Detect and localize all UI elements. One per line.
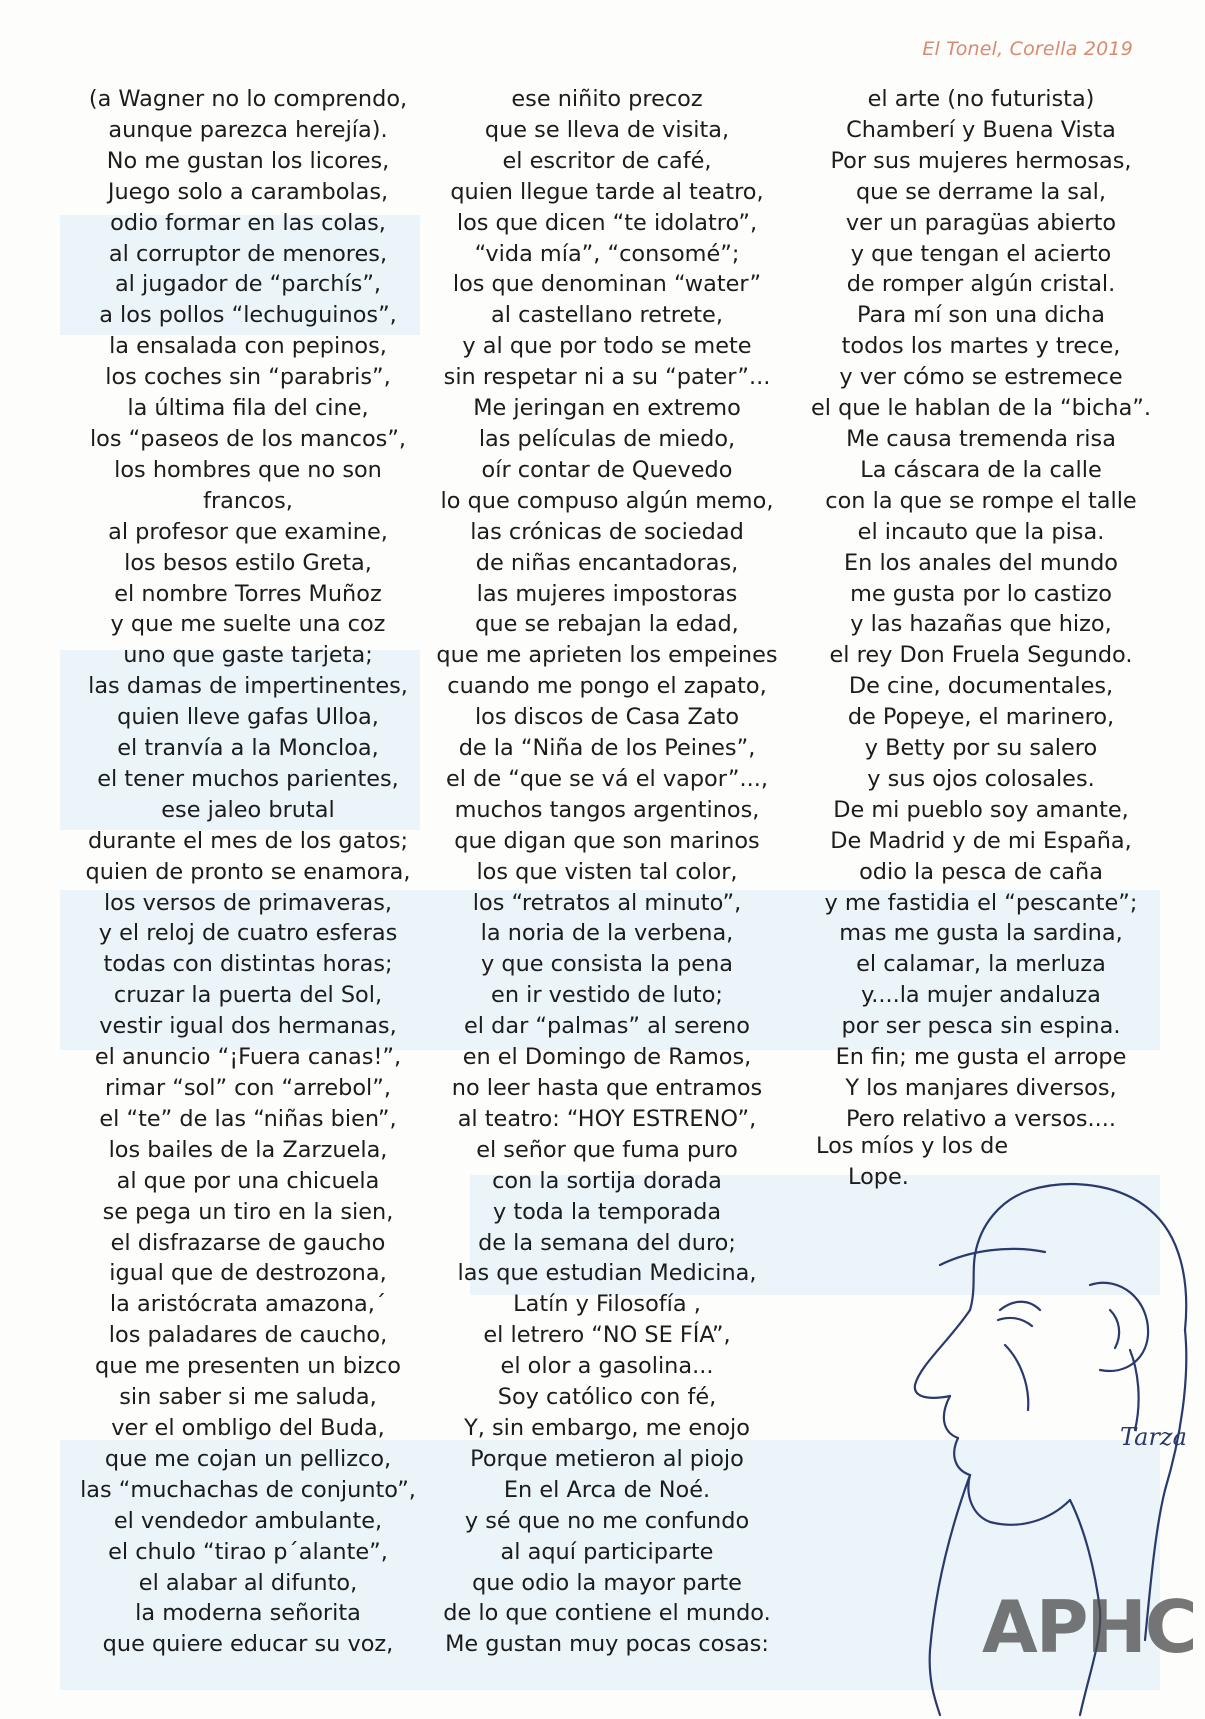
poem-line: quien lleve gafas Ulloa, (117, 704, 379, 731)
poem-line: los “retratos al minuto”, (472, 889, 742, 916)
poem-line: que se lleva de visita, (484, 116, 730, 143)
poem-line: la última fila del cine, (127, 395, 369, 422)
poem-line: por ser pesca sin espina. (841, 1013, 1121, 1040)
poem-line: las damas de impertinentes, (88, 673, 408, 700)
poem-line: y me fastidia el “pescante”; (824, 889, 1138, 916)
poem-line: y al que por todo se mete (462, 333, 752, 360)
poem-line: los coches sin “parabris”, (105, 364, 391, 391)
poem-line: muchos tangos argentinos, (454, 796, 760, 823)
poem-line: cruzar la puerta del Sol, (113, 982, 383, 1009)
poem-line: “vida mía”, “consomé”; (474, 240, 740, 267)
poem-line: y....la mujer andaluza (861, 982, 1101, 1009)
poem-line: el letrero “NO SE FÍA”, (483, 1322, 731, 1349)
poem-line: el nombre Torres Muñoz (114, 580, 382, 607)
poem-line: al corruptor de menores, (108, 240, 388, 267)
poem-line: que me cojan un pellizco, (104, 1445, 392, 1472)
poem-line: a los pollos “lechuguinos”, (99, 302, 397, 329)
poem-line: la moderna señorita (135, 1600, 361, 1627)
poem-line: sin saber si me saluda, (119, 1384, 377, 1411)
poem-line: el señor que fuma puro (476, 1136, 738, 1163)
poem-line: la noria de la verbena, (480, 920, 734, 947)
poem-line: de la “Niña de los Peines”, (458, 735, 756, 762)
poem-line: todos los martes y trece, (841, 333, 1121, 360)
poem-line: de niñas encantadoras, (475, 549, 739, 576)
poem-line: la ensalada con pepinos, (109, 333, 387, 360)
poem-ending-line: Los míos y los de (816, 1133, 1009, 1159)
poem-line: los que dicen “te idolatro”, (456, 209, 758, 236)
poem-line: los paladares de caucho, (108, 1322, 388, 1349)
poem-line: las crónicas de sociedad (470, 518, 744, 545)
poem-line: Me gustan muy pocas cosas: (445, 1631, 769, 1658)
poem-line: el de “que se vá el vapor”..., (446, 765, 768, 792)
poem-line: el que le hablan de la “bicha”. (810, 395, 1152, 422)
poem-line: De Madrid y de mi España, (830, 827, 1132, 854)
poem-line: que odio la mayor parte (472, 1569, 742, 1596)
poem-line: Me causa tremenda risa (846, 425, 1116, 452)
poem-line: al jugador de “parchís”, (114, 271, 382, 298)
poem-line: quien llegue tarde al teatro, (450, 178, 764, 205)
poem-line: que se derrame la sal, (855, 178, 1107, 205)
poem-line: el incauto que la pisa. (857, 518, 1105, 545)
poem-line: con la que se rompe el talle (825, 487, 1137, 514)
archive-stamp: APHC (982, 1585, 1196, 1669)
poem-line: el vendedor ambulante, (113, 1507, 383, 1534)
poem-line: al aquí participarte (500, 1538, 714, 1565)
poem-line: los besos estilo Greta, (124, 549, 372, 576)
poem-line: me gusta por lo castizo (850, 580, 1112, 607)
poem-line: ver un paragüas abierto (845, 209, 1117, 236)
poem-line: sin respetar ni a su “pater”... (443, 364, 771, 391)
poem-line: uno que gaste tarjeta; (123, 642, 373, 669)
poem-line: que digan que son marinos (454, 827, 760, 854)
poem-line: las mujeres impostoras (476, 580, 738, 607)
poem-line: las películas de miedo, (478, 425, 736, 452)
poem-line: De mi pueblo soy amante, (833, 796, 1129, 823)
poem-line: La cáscara de la calle (860, 456, 1102, 483)
poem-line: ese jaleo brutal (161, 796, 335, 823)
poem-line: odio formar en las colas, (110, 209, 386, 236)
poem-line: la aristócrata amazona,´ (109, 1291, 387, 1318)
poem-line: de la semana del duro; (478, 1229, 736, 1256)
poem-line: vestir igual dos hermanas, (99, 1013, 397, 1040)
poem-line: Para mí son una dicha (857, 302, 1105, 329)
poem-line: el escritor de café, (502, 147, 712, 174)
poem-line: en ir vestido de luto; (491, 982, 723, 1009)
poem-line: Juego solo a carambolas, (107, 178, 389, 205)
poem-line: lo que compuso algún memo, (440, 487, 774, 514)
poem-line: (a Wagner no lo comprendo, (88, 86, 408, 112)
poem-line: y que consista la pena (481, 951, 733, 978)
poem-line: los “paseos de los mancos”, (89, 425, 407, 452)
poem-line: ese niñito precoz (511, 86, 703, 112)
poem-line: cuando me pongo el zapato, (447, 673, 767, 700)
poem-line: igual que de destrozona, (109, 1260, 387, 1287)
poem-line: De cine, documentales, (848, 673, 1114, 700)
poem-line: y las hazañas que hizo, (850, 611, 1112, 638)
page-header: El Tonel, Corella 2019 (922, 38, 1133, 60)
poem-line: Y los manjares diversos, (845, 1075, 1117, 1101)
poem-line: al que por una chicuela (116, 1167, 380, 1194)
poem-line: y ver cómo se estremece (839, 364, 1123, 391)
poem-line: Por sus mujeres hermosas, (830, 147, 1132, 174)
poem-line: Soy católico con fé, (497, 1384, 717, 1411)
poem-line: con la sortija dorada (492, 1167, 722, 1194)
poem-line: los que visten tal color, (476, 858, 738, 885)
poem-line: durante el mes de los gatos; (87, 827, 409, 854)
poem-line: en el Domingo de Ramos, (462, 1044, 752, 1071)
poem-line: En fin; me gusta el arrope (835, 1044, 1127, 1071)
poem-line: el arte (no futurista) (867, 86, 1095, 112)
poem-line: que se rebajan la edad, (475, 611, 739, 638)
poem-line: que me presenten un bizco (95, 1353, 401, 1380)
poem-line: y que me suelte una coz (110, 611, 386, 638)
poem-line: al teatro: “HOY ESTRENO”, (457, 1105, 757, 1132)
poem-line: el “te” de las “niñas bien”, (99, 1105, 397, 1132)
poem-line: las que estudian Medicina, (457, 1260, 757, 1287)
poem-line: el tener muchos parientes, (97, 765, 399, 792)
poem-column-1 (78, 84, 418, 1660)
poem-line: de Popeye, el marinero, (847, 704, 1115, 731)
poem-line: odio la pesca de caña (859, 858, 1103, 885)
poem-line: no leer hasta que entramos (451, 1075, 763, 1101)
poem-line: y que tengan el acierto (850, 240, 1112, 267)
poem-line: Pero relativo a versos.... (845, 1105, 1117, 1132)
poem-line: Porque metieron al piojo (470, 1445, 744, 1472)
poem-line: En los anales del mundo (843, 549, 1118, 576)
poem-line: los versos de primaveras, (103, 889, 393, 916)
poem-line: y toda la temporada (492, 1198, 722, 1225)
poem-column-3 (806, 84, 1156, 1135)
poem-column-2 (432, 84, 782, 1660)
poem-line: En el Arca de Noé. (503, 1476, 711, 1503)
poem-line: los bailes de la Zarzuela, (108, 1136, 388, 1163)
poem-line: todas con distintas horas; (103, 951, 393, 978)
poem-line: al castellano retrete, (491, 302, 723, 329)
poem-line: el dar “palmas” al sereno (464, 1013, 750, 1040)
poem-line: se pega un tiro en la sien, (102, 1198, 394, 1225)
poem-line: el alabar al difunto, (138, 1569, 358, 1596)
poem-line: el chulo “tirao p´alante”, (108, 1538, 388, 1565)
poem-line: Latín y Filosofía , (513, 1291, 701, 1318)
poem-line: que quiere educar su voz, (102, 1631, 394, 1658)
poem-line: al profesor que examine, (108, 518, 388, 545)
poem-line: ver el ombligo del Buda, (111, 1414, 385, 1441)
poem-line: de lo que contiene el mundo. (443, 1600, 771, 1627)
poem-line: oír contar de Quevedo (481, 456, 733, 483)
poem-line: y el reloj de cuatro esferas (98, 920, 398, 947)
poem-line: Me jeringan en extremo (473, 395, 741, 422)
poem-line: Y, sin embargo, me enojo (464, 1414, 750, 1441)
poem-ending-line: Lope. (848, 1164, 909, 1190)
poem-line: que me aprieten los empeines (436, 642, 778, 669)
artist-signature: Tarza (1120, 1423, 1187, 1451)
poem-line: el rey Don Fruela Segundo. (829, 642, 1133, 669)
poem-line: mas me gusta la sardina, (839, 920, 1123, 947)
poem-line: los hombres que no son (114, 456, 382, 483)
poem-line: los que denominan “water” (452, 271, 762, 298)
poem-line: quien de pronto se enamora, (85, 858, 411, 885)
poem-line: y sé que no me confundo (464, 1507, 750, 1534)
poem-line: francos, (203, 487, 293, 514)
poem-line: los discos de Casa Zato (474, 704, 740, 731)
poem-line: el tranvía a la Moncloa, (117, 735, 379, 762)
poem-line: el calamar, la merluza (856, 951, 1106, 978)
poem-line: las “muchachas de conjunto”, (80, 1476, 416, 1503)
poem-line: No me gustan los licores, (106, 147, 390, 174)
poem-line: el olor a gasolina... (500, 1353, 714, 1380)
poem-line: Chamberí y Buena Vista (846, 116, 1116, 143)
poem-line: rimar “sol” con “arrebol”, (105, 1075, 391, 1101)
poem-line: aunque parezca herejía). (108, 116, 388, 143)
poem-line: el disfrazarse de gaucho (110, 1229, 386, 1256)
poem-line: el anuncio “¡Fuera canas!”, (94, 1044, 402, 1071)
poem-line: y sus ojos colosales. (867, 765, 1095, 792)
poem-line: de romper algún cristal. (846, 271, 1116, 298)
poem-line: y Betty por su salero (864, 735, 1098, 762)
